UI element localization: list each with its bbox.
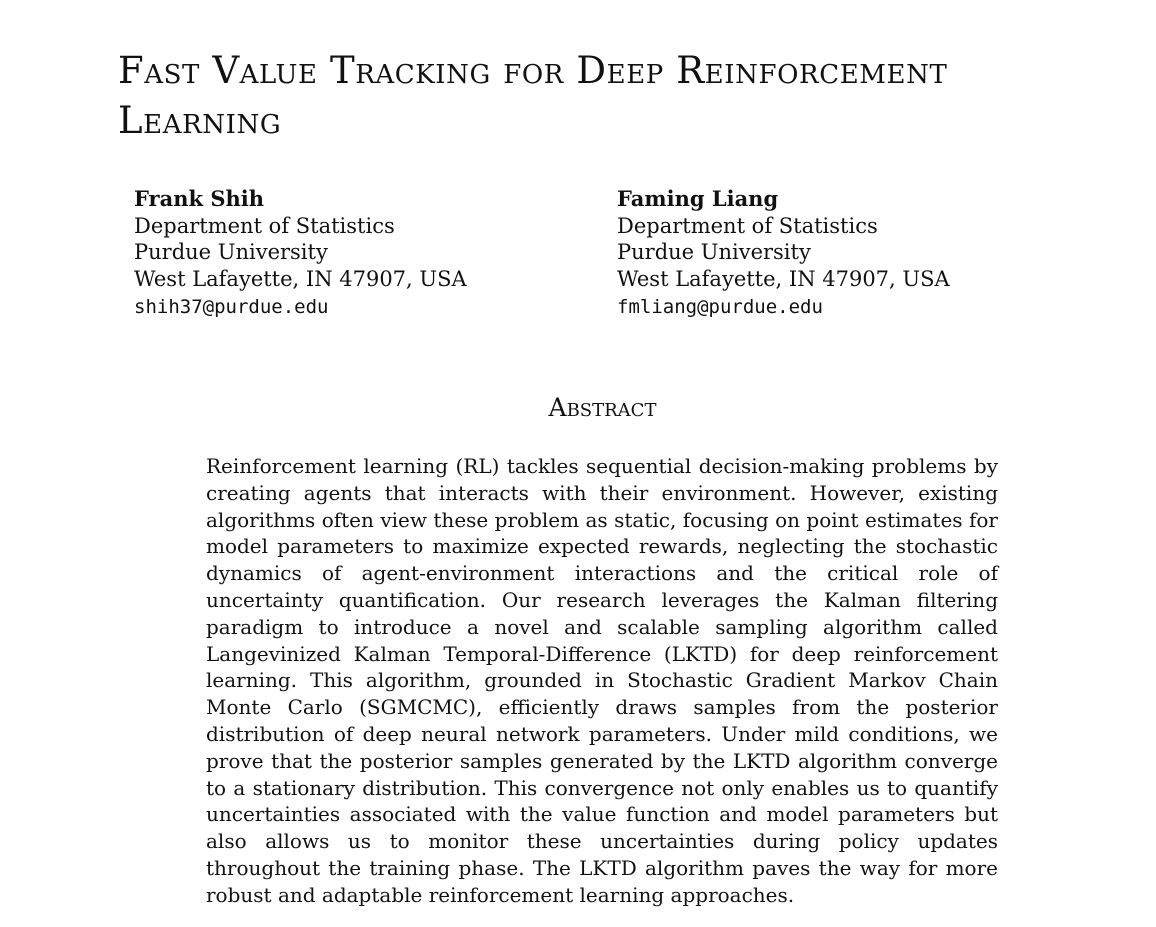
author-email: fmliang@purdue.edu: [617, 295, 823, 318]
abstract-body: Reinforcement learning (RL) tackles sequential decision-making problems by creating agents that interacts with their environment. However, existing algorithms often view these problem as static, focusing on point estimates for model parameters to maximize expected rewards, neglecting the stochastic dynamics of agent-environment interactions and the critical role of uncertainty quantification. Our research leverages the Kalman filtering paradigm to introduce a novel and scalable sampling algorithm called Langevinized Kalman Temporal-Difference (LKTD) for deep reinforcement learning. This algorithm, grounded in Stochastic Gradient Markov Chain Monte Carlo (SGMCMC), efficiently draws samples from the posterior distribution of deep neural network parameters. Under mild conditions, we prove that the posterior samples generated by the LKTD algorithm converge to a stationary distribution. This convergence not only enables us to quantify uncertainties associated with the value function and model parameters but also allows us to monitor these uncertainties during policy updates throughout the training phase. The LKTD algorithm paves the way for more robust and adaptable reinforcement learning approaches.: [206, 454, 998, 907]
abstract-heading: Abstract: [548, 393, 657, 422]
author-address: West Lafayette, IN 47907, USA: [134, 267, 467, 292]
author-address: West Lafayette, IN 47907, USA: [617, 267, 950, 292]
author-university: Purdue University: [617, 240, 811, 265]
author-department: Department of Statistics: [617, 213, 878, 238]
author-email: shih37@purdue.edu: [134, 295, 329, 318]
author-name: Frank Shih: [134, 186, 265, 211]
author-block-1: [134, 186, 467, 321]
author-department: Department of Statistics: [134, 213, 395, 238]
paper-title: Fast Value Tracking for Deep Reinforcement Learning: [118, 49, 948, 142]
author-block-2: [617, 186, 950, 321]
author-name: Faming Liang: [617, 186, 779, 211]
author-university: Purdue University: [134, 240, 328, 265]
